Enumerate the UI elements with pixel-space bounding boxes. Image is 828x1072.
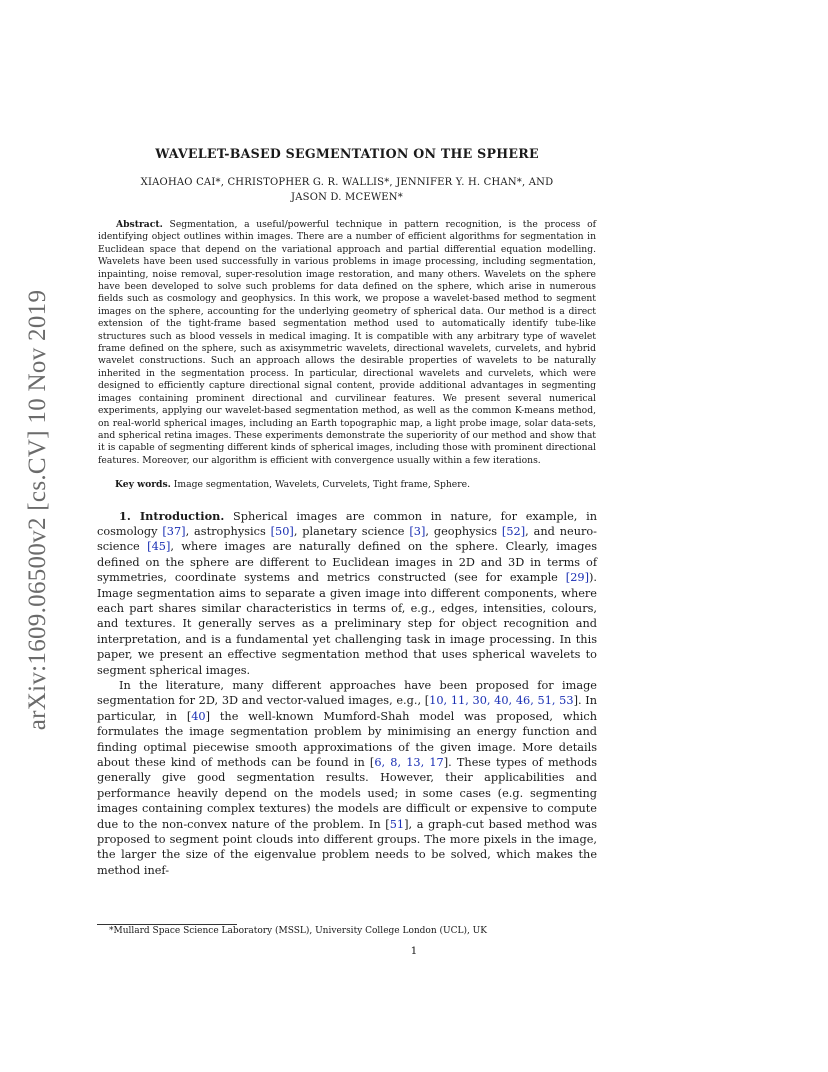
citation-link[interactable]: [45] (147, 540, 171, 554)
intro-paragraph-2 (97, 678, 597, 878)
affiliation-footnote: *Mullard Space Science Laboratory (MSSL), University College London (UCL), UK (109, 926, 487, 936)
citation-link[interactable]: [37] (162, 524, 186, 538)
section-heading: 1. Introduction. (119, 508, 225, 523)
abstract-text: Segmentation, a useful/powerful technique in pattern recognition, is the process of identifying object outlines within images. There are a number of efficient algorithms for segmentation in Euclidean space that depend on the variational approach and partial differential equation modelling. Wavelets have been used successfully in various problems in image processing, including segmentation, inpainting, noise removal, super-resolution image restoration, and many others. Wavelets on the sphere have been developed to solve such problems for data defined on the sphere, which arise in numerous fields such as cosmology and geophysics. In this work, we propose a wavelet-based method to segment images on the sphere, accounting for the underlying geometry of spherical data. Our method is a direct extension of the tight-frame based segmentation method used to automatically identify tube-like structures such as blood vessels in medical imaging. It is compatible with any arbitrary type of wavelet frame defined on the sphere, such as axisymmetric wavelets, directional wavelets, curvelets, and hybrid wavelet constructions. Such an approach allows the desirable properties of wavelets to be naturally inherited in the segmentation process. In particular, directional wavelets and curvelets, which were designed to efficiently capture directional signal content, provide additional advantages in segmenting images containing prominent directional and curvilinear features. We present several numerical experiments, applying our wavelet-based segmentation method, as well as the common K-means method, on real-world spherical images, including an Earth topographic map, a light probe image, solar data-sets, and spherical retina images. These experiments demonstrate the superiority of our method and show that it is capable of segmenting different kinds of spherical images, including those with prominent directional features. Moreover, our algorithm is efficient with convergence usually within a few iterations. (98, 219, 597, 466)
citation-link[interactable]: [3] (409, 524, 426, 538)
keywords-label: Key words. (115, 479, 171, 491)
citation-link[interactable]: [52] (501, 524, 526, 538)
text-run: ). Image segmentation aims to separate a given image into different components, where each part shares similar characteristics in terms of, e.g., edges, intensities, colours, and textures. It generally serves as a preliminary step for object recognition and interpretation, and is a fundamental yet challenging task in image processing. In this paper, we present an effective segmentation method that uses spherical wavelets to segment spherical images. (97, 571, 597, 677)
text-run: ] the well-known Mumford-Shah model was proposed, which formulates the image segmentation problem by minimising an energy function and finding optimal piecewise smooth approximations of the given image. More details about these kind of methods can be found in [ (97, 709, 597, 770)
citation-link[interactable]: 10, 11, 30, 40, 46, 51, 53 (429, 694, 574, 708)
text-run: In the literature, many different approaches have been proposed for image segmentation for 2D, 3D and vector-valued images, e.g., [ (97, 679, 597, 708)
abstract-label: Abstract. (116, 219, 163, 230)
paper-page (97, 146, 597, 878)
text-run: , planetary science (293, 524, 410, 538)
text-run: , astrophysics (185, 524, 271, 538)
citation-link[interactable]: 6, 8, 13, 17 (374, 756, 444, 770)
text-run: , where images are naturally defined on the sphere. Clearly, images defined on the sphere are different to Euclidean images in 2D and 3D in terms of symmetries, coordinate systems and metrics constructed (see for example (97, 540, 597, 585)
arxiv-identifier-stamp (18, 280, 58, 740)
text-run: , geophysics (425, 524, 502, 538)
text-run: ], a graph-cut based method was proposed to segment point clouds into different groups. The more pixels in the image, the larger the size of the eigenvalue problem needs to be solved, which makes the method inef- (97, 817, 597, 877)
citation-link[interactable]: [50] (270, 524, 294, 538)
paper-title: WAVELET-BASED SEGMENTATION ON THE SPHERE (155, 146, 539, 161)
author-list: XIAOHAO CAI*, CHRISTOPHER G. R. WALLIS*, JENNIFER Y. H. CHAN*, AND JASON D. MCEWEN* (140, 177, 554, 203)
keywords (97, 479, 597, 491)
page-number: 1 (410, 945, 418, 957)
intro-paragraph-1 (97, 509, 597, 678)
text-run: ]. In particular, in [ (97, 694, 598, 723)
citation-link[interactable]: 40 (191, 709, 206, 723)
text-run: , and neuro-science (97, 524, 597, 554)
abstract (97, 219, 597, 467)
text-run: Spherical images are common in nature, for example, in cosmology (97, 509, 597, 538)
keywords-text: Image segmentation, Wavelets, Curvelets, Tight frame, Sphere. (173, 479, 470, 491)
text-run: ]. These types of methods generally give good segmentation results. However, their applicabilities and performance heavily depend on the models used; in some cases (e.g. segmenting images containing complex textures) the models are difficult or expensive to compute due to the non-convex nature of the problem. In [ (97, 756, 597, 831)
arxiv-id-text: arXiv:1609.06500v2 [cs.CV] 10 Nov 2019 (24, 289, 51, 731)
citation-link[interactable]: 51 (389, 817, 405, 831)
citation-link[interactable]: [29] (565, 571, 589, 585)
